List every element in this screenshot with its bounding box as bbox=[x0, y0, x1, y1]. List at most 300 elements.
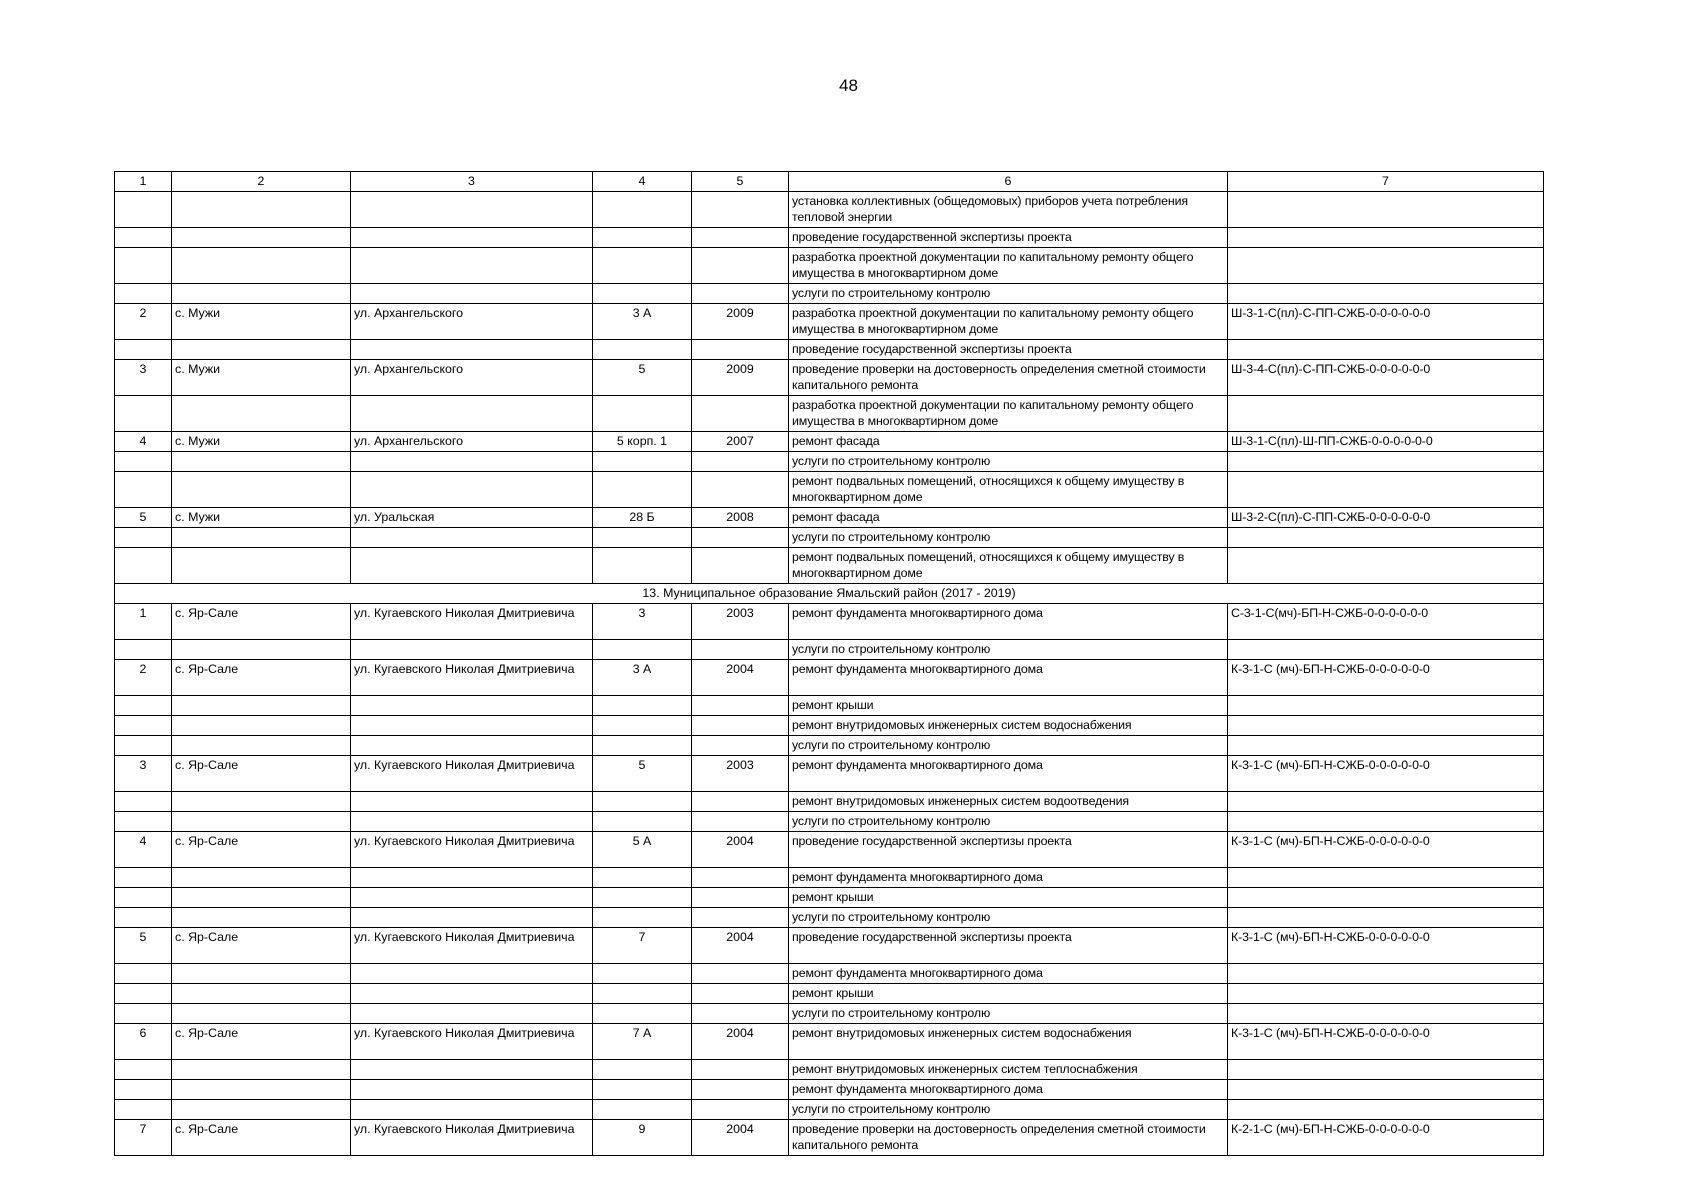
header-cell-5: 5 bbox=[692, 172, 789, 192]
house-number-cell bbox=[593, 228, 692, 248]
year-cell bbox=[692, 284, 789, 304]
row-number-cell: 2 bbox=[115, 304, 172, 340]
building-code-cell bbox=[1228, 528, 1544, 548]
settlement-cell: с. Яр-Сале bbox=[172, 660, 351, 696]
street-cell bbox=[351, 640, 593, 660]
row-number-cell bbox=[115, 696, 172, 716]
settlement-cell bbox=[172, 888, 351, 908]
house-number-cell: 3 А bbox=[593, 304, 692, 340]
table-row bbox=[115, 1060, 1544, 1080]
row-number-cell: 5 bbox=[115, 508, 172, 528]
year-cell bbox=[692, 964, 789, 984]
row-number-cell bbox=[115, 1080, 172, 1100]
settlement-cell bbox=[172, 812, 351, 832]
year-cell: 2003 bbox=[692, 756, 789, 792]
street-cell bbox=[351, 716, 593, 736]
street-cell bbox=[351, 984, 593, 1004]
row-number-cell bbox=[115, 792, 172, 812]
street-cell bbox=[351, 1060, 593, 1080]
table-row bbox=[115, 396, 1544, 432]
page-number: 48 bbox=[839, 76, 858, 95]
year-cell: 2004 bbox=[692, 832, 789, 868]
year-cell bbox=[692, 1060, 789, 1080]
street-cell: ул. Кугаевского Николая Дмитриевича bbox=[351, 660, 593, 696]
work-type-cell: ремонт внутридомовых инженерных систем водоснабжения bbox=[789, 1024, 1228, 1060]
year-cell bbox=[692, 908, 789, 928]
street-cell bbox=[351, 792, 593, 812]
year-cell bbox=[692, 792, 789, 812]
year-cell bbox=[692, 340, 789, 360]
building-code-cell bbox=[1228, 792, 1544, 812]
building-code-cell bbox=[1228, 696, 1544, 716]
settlement-cell bbox=[172, 1100, 351, 1120]
settlement-cell: с. Яр-Сале bbox=[172, 928, 351, 964]
house-number-cell: 7 А bbox=[593, 1024, 692, 1060]
table-row bbox=[115, 1004, 1544, 1024]
house-number-cell: 5 bbox=[593, 756, 692, 792]
work-type-cell: ремонт фундамента многоквартирного дома bbox=[789, 660, 1228, 696]
year-cell bbox=[692, 528, 789, 548]
row-number-cell bbox=[115, 716, 172, 736]
house-number-cell bbox=[593, 716, 692, 736]
building-code-cell bbox=[1228, 548, 1544, 584]
table-row bbox=[115, 548, 1544, 584]
settlement-cell bbox=[172, 396, 351, 432]
house-number-cell bbox=[593, 472, 692, 508]
year-cell: 2008 bbox=[692, 508, 789, 528]
table-row bbox=[115, 868, 1544, 888]
street-cell: ул. Уральская bbox=[351, 508, 593, 528]
work-type-cell: разработка проектной документации по капитальному ремонту общего имущества в многоквартирном доме bbox=[789, 396, 1228, 432]
building-code-cell bbox=[1228, 284, 1544, 304]
building-code-cell bbox=[1228, 248, 1544, 284]
work-type-cell: установка коллективных (общедомовых) приборов учета потребления тепловой энергии bbox=[789, 192, 1228, 228]
street-cell bbox=[351, 548, 593, 584]
settlement-cell bbox=[172, 340, 351, 360]
header-cell-1: 1 bbox=[115, 172, 172, 192]
settlement-cell bbox=[172, 472, 351, 508]
street-cell bbox=[351, 812, 593, 832]
house-number-cell bbox=[593, 868, 692, 888]
header-cell-4: 4 bbox=[593, 172, 692, 192]
year-cell: 2009 bbox=[692, 360, 789, 396]
house-number-cell bbox=[593, 284, 692, 304]
settlement-cell bbox=[172, 640, 351, 660]
house-number-cell bbox=[593, 1100, 692, 1120]
settlement-cell: с. Яр-Сале bbox=[172, 756, 351, 792]
street-cell bbox=[351, 868, 593, 888]
table-row bbox=[115, 1024, 1544, 1060]
work-type-cell: разработка проектной документации по капитальному ремонту общего имущества в многоквартирном доме bbox=[789, 304, 1228, 340]
table-row bbox=[115, 928, 1544, 964]
settlement-cell: с. Яр-Сале bbox=[172, 1024, 351, 1060]
work-type-cell: ремонт внутридомовых инженерных систем водоотведения bbox=[789, 792, 1228, 812]
street-cell bbox=[351, 908, 593, 928]
house-number-cell bbox=[593, 792, 692, 812]
settlement-cell bbox=[172, 696, 351, 716]
header-cell-2: 2 bbox=[172, 172, 351, 192]
building-code-cell bbox=[1228, 908, 1544, 928]
row-number-cell bbox=[115, 248, 172, 284]
street-cell: ул. Архангельского bbox=[351, 360, 593, 396]
section-heading: 13. Муниципальное образование Ямальский район (2017 - 2019) bbox=[115, 584, 1544, 604]
row-number-cell: 3 bbox=[115, 756, 172, 792]
street-cell bbox=[351, 1004, 593, 1024]
house-number-cell bbox=[593, 1060, 692, 1080]
table-row bbox=[115, 1080, 1544, 1100]
house-number-cell: 5 А bbox=[593, 832, 692, 868]
street-cell: ул. Архангельского bbox=[351, 304, 593, 340]
table-row bbox=[115, 716, 1544, 736]
settlement-cell bbox=[172, 548, 351, 584]
building-code-cell: К-2-1-С (мч)-БП-Н-СЖБ-0-0-0-0-0-0 bbox=[1228, 1120, 1544, 1156]
work-type-cell: услуги по строительному контролю bbox=[789, 528, 1228, 548]
street-cell bbox=[351, 452, 593, 472]
work-type-cell: услуги по строительному контролю bbox=[789, 812, 1228, 832]
year-cell bbox=[692, 396, 789, 432]
street-cell bbox=[351, 964, 593, 984]
year-cell bbox=[692, 452, 789, 472]
street-cell bbox=[351, 340, 593, 360]
settlement-cell bbox=[172, 868, 351, 888]
house-number-cell bbox=[593, 1080, 692, 1100]
settlement-cell bbox=[172, 984, 351, 1004]
settlement-cell bbox=[172, 964, 351, 984]
house-number-cell bbox=[593, 340, 692, 360]
building-code-cell bbox=[1228, 1100, 1544, 1120]
street-cell bbox=[351, 736, 593, 756]
house-number-cell: 28 Б bbox=[593, 508, 692, 528]
settlement-cell bbox=[172, 1004, 351, 1024]
row-number-cell: 6 bbox=[115, 1024, 172, 1060]
settlement-cell: с. Яр-Сале bbox=[172, 832, 351, 868]
row-number-cell bbox=[115, 284, 172, 304]
table-row bbox=[115, 756, 1544, 792]
table-row bbox=[115, 604, 1544, 640]
row-number-cell bbox=[115, 868, 172, 888]
street-cell bbox=[351, 284, 593, 304]
row-number-cell bbox=[115, 1060, 172, 1080]
settlement-cell bbox=[172, 716, 351, 736]
row-number-cell: 5 bbox=[115, 928, 172, 964]
year-cell bbox=[692, 548, 789, 584]
work-type-cell: ремонт фундамента многоквартирного дома bbox=[789, 1080, 1228, 1100]
year-cell bbox=[692, 716, 789, 736]
row-number-cell bbox=[115, 964, 172, 984]
table-row bbox=[115, 908, 1544, 928]
table-row bbox=[115, 284, 1544, 304]
work-type-cell: ремонт крыши bbox=[789, 888, 1228, 908]
work-type-cell: ремонт подвальных помещений, относящихся к общему имуществу в многоквартирном доме bbox=[789, 548, 1228, 584]
house-number-cell bbox=[593, 192, 692, 228]
settlement-cell bbox=[172, 284, 351, 304]
building-code-cell: К-3-1-С (мч)-БП-Н-СЖБ-0-0-0-0-0-0 bbox=[1228, 660, 1544, 696]
street-cell: ул. Кугаевского Николая Дмитриевича bbox=[351, 604, 593, 640]
table-row bbox=[115, 432, 1544, 452]
work-type-cell: ремонт фасада bbox=[789, 508, 1228, 528]
year-cell: 2004 bbox=[692, 1024, 789, 1060]
house-number-cell bbox=[593, 248, 692, 284]
table-row bbox=[115, 812, 1544, 832]
table-row bbox=[115, 696, 1544, 716]
house-number-cell bbox=[593, 640, 692, 660]
settlement-cell: с. Яр-Сале bbox=[172, 1120, 351, 1156]
year-cell: 2009 bbox=[692, 304, 789, 340]
work-type-cell: услуги по строительному контролю bbox=[789, 640, 1228, 660]
work-type-cell: ремонт фундамента многоквартирного дома bbox=[789, 868, 1228, 888]
work-type-cell: услуги по строительному контролю bbox=[789, 1100, 1228, 1120]
row-number-cell bbox=[115, 888, 172, 908]
header-cell-6: 6 bbox=[789, 172, 1228, 192]
work-type-cell: проведение государственной экспертизы проекта bbox=[789, 832, 1228, 868]
year-cell bbox=[692, 888, 789, 908]
row-number-cell bbox=[115, 812, 172, 832]
work-type-cell: услуги по строительному контролю bbox=[789, 284, 1228, 304]
building-code-cell: К-3-1-С (мч)-БП-Н-СЖБ-0-0-0-0-0-0 bbox=[1228, 832, 1544, 868]
row-number-cell bbox=[115, 396, 172, 432]
street-cell bbox=[351, 472, 593, 508]
row-number-cell: 4 bbox=[115, 832, 172, 868]
building-code-cell bbox=[1228, 640, 1544, 660]
settlement-cell bbox=[172, 736, 351, 756]
year-cell bbox=[692, 868, 789, 888]
work-type-cell: ремонт фундамента многоквартирного дома bbox=[789, 964, 1228, 984]
year-cell bbox=[692, 1100, 789, 1120]
house-number-cell bbox=[593, 888, 692, 908]
row-number-cell bbox=[115, 472, 172, 508]
building-code-cell: Ш-3-4-С(пл)-С-ПП-СЖБ-0-0-0-0-0-0 bbox=[1228, 360, 1544, 396]
street-cell bbox=[351, 888, 593, 908]
settlement-cell bbox=[172, 192, 351, 228]
house-number-cell bbox=[593, 396, 692, 432]
house-number-cell bbox=[593, 548, 692, 584]
row-number-cell bbox=[115, 1004, 172, 1024]
house-number-cell: 5 корп. 1 bbox=[593, 432, 692, 452]
table-row bbox=[115, 452, 1544, 472]
work-type-cell: ремонт внутридомовых инженерных систем теплоснабжения bbox=[789, 1060, 1228, 1080]
street-cell: ул. Кугаевского Николая Дмитриевича bbox=[351, 1120, 593, 1156]
column-number-header-row bbox=[115, 172, 1544, 192]
year-cell bbox=[692, 812, 789, 832]
year-cell: 2004 bbox=[692, 660, 789, 696]
row-number-cell bbox=[115, 452, 172, 472]
building-code-cell bbox=[1228, 1080, 1544, 1100]
settlement-cell: с. Мужи bbox=[172, 432, 351, 452]
house-number-cell bbox=[593, 452, 692, 472]
work-type-cell: услуги по строительному контролю bbox=[789, 908, 1228, 928]
work-type-cell: ремонт фасада bbox=[789, 432, 1228, 452]
building-code-cell bbox=[1228, 868, 1544, 888]
section-heading-row bbox=[115, 584, 1544, 604]
house-number-cell bbox=[593, 984, 692, 1004]
street-cell bbox=[351, 528, 593, 548]
street-cell: ул. Кугаевского Николая Дмитриевича bbox=[351, 928, 593, 964]
table-row bbox=[115, 228, 1544, 248]
table-row bbox=[115, 640, 1544, 660]
row-number-cell bbox=[115, 228, 172, 248]
year-cell bbox=[692, 192, 789, 228]
year-cell: 2004 bbox=[692, 928, 789, 964]
table-row bbox=[115, 792, 1544, 812]
row-number-cell bbox=[115, 528, 172, 548]
table-row bbox=[115, 832, 1544, 868]
row-number-cell bbox=[115, 736, 172, 756]
settlement-cell bbox=[172, 1080, 351, 1100]
year-cell bbox=[692, 696, 789, 716]
building-code-cell: С-3-1-С(мч)-БП-Н-СЖБ-0-0-0-0-0-0 bbox=[1228, 604, 1544, 640]
settlement-cell bbox=[172, 248, 351, 284]
building-code-cell bbox=[1228, 736, 1544, 756]
house-number-cell bbox=[593, 696, 692, 716]
table-row bbox=[115, 192, 1544, 228]
street-cell bbox=[351, 228, 593, 248]
work-type-cell: услуги по строительному контролю bbox=[789, 736, 1228, 756]
building-code-cell: К-3-1-С (мч)-БП-Н-СЖБ-0-0-0-0-0-0 bbox=[1228, 928, 1544, 964]
work-type-cell: проведение проверки на достоверность определения сметной стоимости капитального ремонта bbox=[789, 1120, 1228, 1156]
street-cell: ул. Кугаевского Николая Дмитриевича bbox=[351, 756, 593, 792]
building-code-cell bbox=[1228, 340, 1544, 360]
table-row bbox=[115, 660, 1544, 696]
building-code-cell: Ш-3-2-С(пл)-С-ПП-СЖБ-0-0-0-0-0-0 bbox=[1228, 508, 1544, 528]
house-number-cell bbox=[593, 908, 692, 928]
building-code-cell bbox=[1228, 472, 1544, 508]
work-type-cell: проведение государственной экспертизы проекта bbox=[789, 340, 1228, 360]
year-cell bbox=[692, 736, 789, 756]
header-cell-3: 3 bbox=[351, 172, 593, 192]
row-number-cell bbox=[115, 192, 172, 228]
row-number-cell bbox=[115, 908, 172, 928]
settlement-cell bbox=[172, 452, 351, 472]
building-code-cell bbox=[1228, 1004, 1544, 1024]
house-number-cell: 5 bbox=[593, 360, 692, 396]
work-type-cell: разработка проектной документации по капитальному ремонту общего имущества в многоквартирном доме bbox=[789, 248, 1228, 284]
house-number-cell bbox=[593, 736, 692, 756]
capital-repair-table bbox=[114, 171, 1544, 1156]
street-cell bbox=[351, 248, 593, 284]
work-type-cell: ремонт внутридомовых инженерных систем водоснабжения bbox=[789, 716, 1228, 736]
year-cell: 2004 bbox=[692, 1120, 789, 1156]
work-type-cell: ремонт крыши bbox=[789, 984, 1228, 1004]
row-number-cell bbox=[115, 340, 172, 360]
table-row bbox=[115, 1100, 1544, 1120]
street-cell bbox=[351, 396, 593, 432]
table-row bbox=[115, 964, 1544, 984]
year-cell bbox=[692, 984, 789, 1004]
table-row bbox=[115, 888, 1544, 908]
building-code-cell bbox=[1228, 192, 1544, 228]
house-number-cell bbox=[593, 964, 692, 984]
settlement-cell bbox=[172, 228, 351, 248]
work-type-cell: проведение государственной экспертизы проекта bbox=[789, 228, 1228, 248]
street-cell bbox=[351, 1080, 593, 1100]
street-cell bbox=[351, 192, 593, 228]
house-number-cell bbox=[593, 528, 692, 548]
building-code-cell: К-3-1-С (мч)-БП-Н-СЖБ-0-0-0-0-0-0 bbox=[1228, 756, 1544, 792]
building-code-cell bbox=[1228, 396, 1544, 432]
street-cell: ул. Кугаевского Николая Дмитриевича bbox=[351, 832, 593, 868]
row-number-cell bbox=[115, 984, 172, 1004]
work-type-cell: ремонт подвальных помещений, относящихся к общему имуществу в многоквартирном доме bbox=[789, 472, 1228, 508]
table-row bbox=[115, 508, 1544, 528]
building-code-cell bbox=[1228, 452, 1544, 472]
building-code-cell bbox=[1228, 888, 1544, 908]
work-type-cell: услуги по строительному контролю bbox=[789, 1004, 1228, 1024]
building-code-cell bbox=[1228, 812, 1544, 832]
row-number-cell: 4 bbox=[115, 432, 172, 452]
work-type-cell: проведение государственной экспертизы проекта bbox=[789, 928, 1228, 964]
building-code-cell bbox=[1228, 984, 1544, 1004]
row-number-cell bbox=[115, 548, 172, 584]
year-cell bbox=[692, 1080, 789, 1100]
settlement-cell bbox=[172, 528, 351, 548]
work-type-cell: ремонт крыши bbox=[789, 696, 1228, 716]
work-type-cell: услуги по строительному контролю bbox=[789, 452, 1228, 472]
building-code-cell: Ш-3-1-С(пл)-С-ПП-СЖБ-0-0-0-0-0-0 bbox=[1228, 304, 1544, 340]
street-cell: ул. Архангельского bbox=[351, 432, 593, 452]
year-cell bbox=[692, 472, 789, 508]
year-cell: 2003 bbox=[692, 604, 789, 640]
table-row bbox=[115, 984, 1544, 1004]
row-number-cell: 7 bbox=[115, 1120, 172, 1156]
work-type-cell: ремонт фундамента многоквартирного дома bbox=[789, 756, 1228, 792]
building-code-cell: К-3-1-С (мч)-БП-Н-СЖБ-0-0-0-0-0-0 bbox=[1228, 1024, 1544, 1060]
settlement-cell: с. Мужи bbox=[172, 508, 351, 528]
settlement-cell bbox=[172, 792, 351, 812]
house-number-cell: 7 bbox=[593, 928, 692, 964]
settlement-cell: с. Яр-Сале bbox=[172, 604, 351, 640]
year-cell bbox=[692, 640, 789, 660]
table-row bbox=[115, 528, 1544, 548]
street-cell bbox=[351, 696, 593, 716]
table-row bbox=[115, 304, 1544, 340]
table-row bbox=[115, 472, 1544, 508]
house-number-cell bbox=[593, 1004, 692, 1024]
house-number-cell bbox=[593, 812, 692, 832]
row-number-cell: 1 bbox=[115, 604, 172, 640]
table-row bbox=[115, 360, 1544, 396]
building-code-cell bbox=[1228, 716, 1544, 736]
building-code-cell: Ш-3-1-С(пл)-Ш-ПП-СЖБ-0-0-0-0-0-0 bbox=[1228, 432, 1544, 452]
work-type-cell: ремонт фундамента многоквартирного дома bbox=[789, 604, 1228, 640]
house-number-cell: 3 А bbox=[593, 660, 692, 696]
row-number-cell bbox=[115, 640, 172, 660]
street-cell bbox=[351, 1100, 593, 1120]
row-number-cell bbox=[115, 1100, 172, 1120]
building-code-cell bbox=[1228, 964, 1544, 984]
table-row bbox=[115, 248, 1544, 284]
building-code-cell bbox=[1228, 1060, 1544, 1080]
year-cell bbox=[692, 228, 789, 248]
year-cell bbox=[692, 248, 789, 284]
row-number-cell: 2 bbox=[115, 660, 172, 696]
header-cell-7: 7 bbox=[1228, 172, 1544, 192]
settlement-cell bbox=[172, 908, 351, 928]
street-cell: ул. Кугаевского Николая Дмитриевича bbox=[351, 1024, 593, 1060]
settlement-cell: с. Мужи bbox=[172, 360, 351, 396]
settlement-cell bbox=[172, 1060, 351, 1080]
building-code-cell bbox=[1228, 228, 1544, 248]
settlement-cell: с. Мужи bbox=[172, 304, 351, 340]
table-row bbox=[115, 340, 1544, 360]
table-row bbox=[115, 736, 1544, 756]
year-cell: 2007 bbox=[692, 432, 789, 452]
table-row bbox=[115, 1120, 1544, 1156]
house-number-cell: 9 bbox=[593, 1120, 692, 1156]
year-cell bbox=[692, 1004, 789, 1024]
work-type-cell: проведение проверки на достоверность определения сметной стоимости капитального ремонта bbox=[789, 360, 1228, 396]
house-number-cell: 3 bbox=[593, 604, 692, 640]
row-number-cell: 3 bbox=[115, 360, 172, 396]
